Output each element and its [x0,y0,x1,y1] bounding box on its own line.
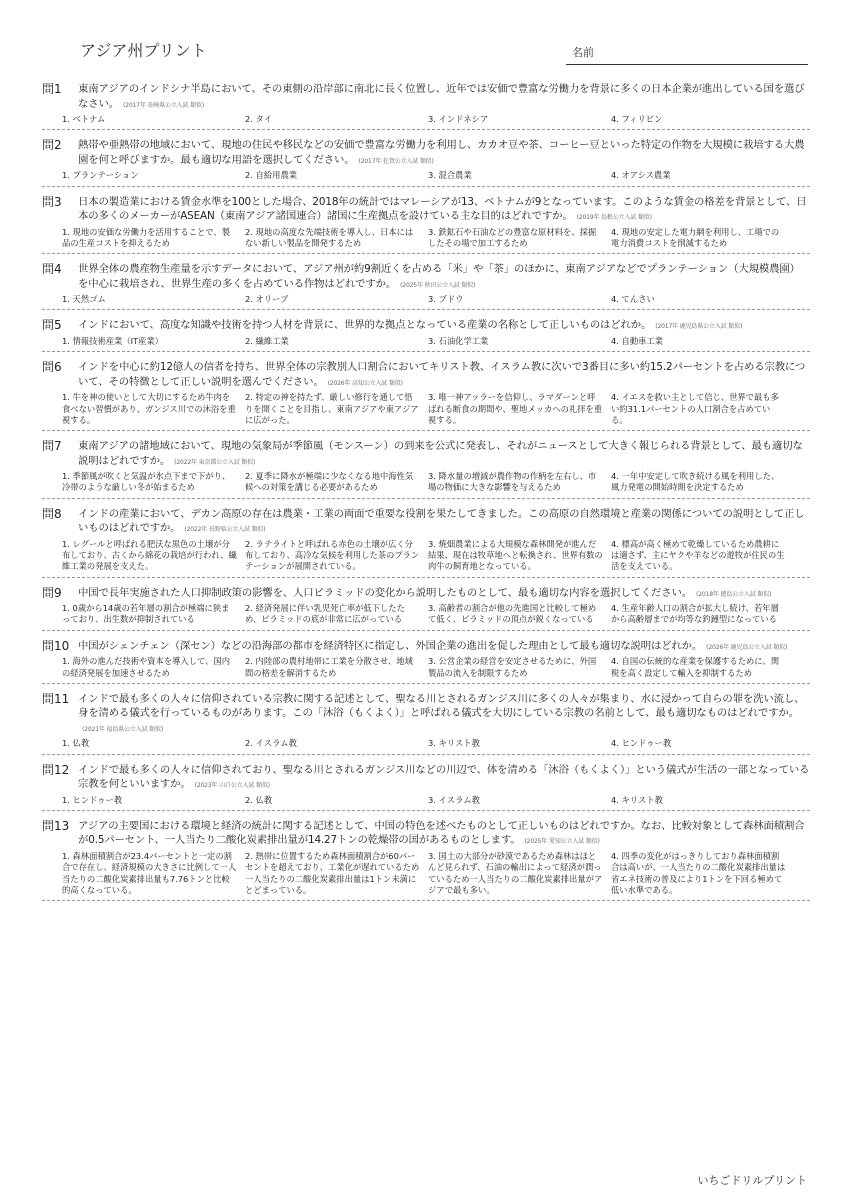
question-number: 問10 [42,638,70,653]
choice-list [62,539,810,573]
question-text: 東南アジアのインドシナ半島において、その東側の沿岸部に南北に長く位置し、近年では安価で豊富な労働力を背景に多くの日本企業が進出している国を選びなさい。 (2017年 長崎県公立入試 類似) [78,83,805,110]
choice-3[interactable]: 3. 降水量の増減が農作物の作柄を左右し、市場の物価に大きな影響を与えるため [428,471,597,493]
question-number: 問8 [42,506,62,521]
question-2 [42,138,810,186]
question-source: (2025年 秋田公立入試 類似) [400,281,476,289]
question-text: 東南アジアの諸地域において、現地の気象局が季節風（モンスーン）の到来を公式に発表し、それがニュースとして大きく報じられる背景として、最も適切な説明はどれですか。 (2022年 東京都公立入試 類似) [78,440,803,467]
question-3 [42,195,810,255]
choice-3[interactable]: 3. 石油化学工業 [428,335,489,346]
choice-2[interactable]: 2. 内陸部の農村地帯に工業を分散させ、地域間の格差を解消するため [245,656,413,678]
question-11 [42,692,810,755]
question-text: インドの産業において、デカン高原の存在は農業・工業の両面で重要な役割を果たしてきました。この高原の自然環境と産業の関係についての説明として正しいものはどれですか。 (2022年 長野県公立入試 類似) [78,507,805,535]
name-label: 名前 [572,46,594,59]
choice-list [62,851,810,896]
question-list [42,82,810,909]
question-number: 問5 [42,318,62,333]
question-12 [42,763,810,811]
choice-list [62,294,810,305]
question-13 [42,819,810,901]
question-number: 問4 [42,262,62,277]
choice-1[interactable]: 1. 天然ゴム [62,294,106,305]
choice-list [62,738,810,749]
question-source: (2025年 愛知公立入試 類似) [524,838,600,846]
choice-4[interactable]: 4. てんさい [611,294,655,305]
choice-1[interactable]: 1. 仏教 [62,738,90,749]
question-number: 問11 [42,691,70,706]
choice-4[interactable]: 4. フィリピン [611,114,663,124]
question-number: 問1 [42,82,62,96]
choice-1[interactable]: 1. 森林面積割合が23.4パーセントと一定の割合で存在し、経済規模の大きさに比例して一人当たりの二酸化炭素排出量も7.76トンと比較的高くなっている。 [62,850,237,895]
question-source: (2026年 高知公立入試 類似) [327,379,403,387]
choice-list [62,336,810,347]
choice-list [62,795,810,806]
question-text: インドで最も多くの人々に信仰されている宗教に関する記述として、聖なる川とされるガンジス川に多くの人々が集まり、水に浸かって自らの罪を洗い流し、身を清める儀式を行っているものがあります。この「沐浴（もくよく）」と呼ばれる儀式を大切にしている宗教の名前として、最も適切なものはどれですか。(2021年 福島県公立入試 類似) [78,692,805,733]
question-text: 日本の製造業における賃金水準を100とした場合、2018年の統計ではマレーシアが13、ベトナムが9となっています。このような賃金の格差を背景として、日本の多くのメーカーがASEAN（東南アジア諸国連合）諸国に生産拠点を設けている主な目的はどれですか。 (2019年 島根公立入試 類似) [78,195,807,223]
choice-3[interactable]: 3. 高齢者の割合が他の先進国と比較して極めて低く、ピラミッドの頂点が鋭くなっている [428,603,597,625]
choice-1[interactable]: 1. ヒンドゥー教 [62,794,123,805]
question-number: 問6 [42,360,62,375]
choice-3[interactable]: 3. 公営企業の経営を安定させるために、外国製品の流入を制限するため [428,656,597,678]
question-source: (2026年 鹿児島公立入試 類似) [706,643,788,651]
question-8 [42,507,810,578]
question-source: (2022年 東京都公立入試 類似) [174,458,256,466]
question-text: 世界全体の農産物生産量を示すデータにおいて、アジア州が約9割近くを占める「米」や「茶」のほかに、東南アジアなどでプランテーション（大規模農園）を中心に栽培され、世界生産の多くを占めている作物はどれですか。 (2025年 秋田公立入試 類似) [78,263,800,290]
choice-1[interactable]: 1. 牛を神の使いとして大切にするため牛肉を食べない習慣があり、ガンジス川での沐浴を重視する。 [62,392,236,425]
name-field[interactable] [566,42,808,65]
choice-4[interactable]: 4. 生産年齢人口の割合が拡大し続け、若年層から高齢層までが均等な釣鐘型になっている [611,603,779,625]
question-text: インドで最も多くの人々に信仰されており、聖なる川とされるガンジス川などの川辺で、体を清める「沐浴（もくよく）」という儀式が生活の一部となっている宗教を何といいますか。 (2023年 山口公立入試 類似) [78,763,810,791]
choice-4[interactable]: 4. 四季の変化がはっきりしており森林面積割合は高いが、一人当たりの二酸化炭素排出量は省エネ技術の普及により1トンを下回る極めて低い水準である。 [611,850,786,895]
question-text: 熱帯や亜熱帯の地域において、現地の住民や移民などの安価で豊富な労働力を利用し、カカオ豆や茶、コーヒー豆といった特定の作物を大規模に栽培する大農園を何と呼びますか。最も適切な用語を選択してください。 (2017年 佐賀公立入試 類似) [78,139,805,166]
question-number: 問9 [42,585,62,600]
question-number: 問3 [42,194,62,209]
question-number: 問12 [42,762,70,777]
question-4 [42,262,810,310]
choice-2[interactable]: 2. タイ [245,114,272,124]
question-text: 中国がシェンチェン（深セン）などの沿海部の都市を経済特区に指定し、外国企業の進出を促した理由として最も適切な説明はどれか。 (2026年 鹿児島公立入試 類似) [78,639,788,652]
question-number: 問2 [42,138,62,153]
choice-2[interactable]: 2. 仏教 [245,794,273,805]
question-6 [42,360,810,431]
choice-3[interactable]: 3. イスラム教 [428,794,480,805]
question-number: 問7 [42,439,62,454]
choice-4[interactable]: 4. 自国の伝統的な産業を保護するために、関税を高く設定して輸入を抑制するため [611,656,780,678]
choice-2[interactable]: 2. 繊維工業 [245,335,289,346]
choice-list [62,114,810,125]
choice-3[interactable]: 3. キリスト教 [428,738,480,749]
choice-list [62,603,810,626]
choice-4[interactable]: 4. キリスト教 [611,794,663,805]
choice-2[interactable]: 2. 特定の神を持たず、厳しい修行を通して悟りを開くことを目指し、東南アジアや東アジアに広がった。 [245,392,419,425]
choice-2[interactable]: 2. 自給用農業 [245,170,298,181]
question-9 [42,586,810,631]
question-text: インドを中心に約12億人の信者を持ち、世界全体の宗教別人口割合においてキリスト教、イスラム教に次いで3番目に多い約15.2パーセントを占める宗教について、その特徴として正しい説明を選んでください。 (2026年 高知公立入試 類似) [78,361,806,388]
page-title: アジア州プリント [80,41,207,60]
question-text: アジアの主要国における環境と経済の統計に関する記述として、中国の特色を述べたものとして正しいものはどれですか。なお、比較対象として森林面積割合が0.5パーセント、一人当たり二酸化炭素排出量が14.27トンの乾燥帯の国があるものとします。 (2025年 愛知公立入試 類似) [78,819,805,847]
choice-2[interactable]: 2. オリーブ [245,294,289,305]
choice-2[interactable]: 2. 熱帯に位置するため森林面積割合が60パーセントを超えており、工業化が遅れているため一人当たりの二酸化炭素排出量は1トン未満にとどまっている。 [245,850,420,895]
choice-1[interactable]: 1. 季節風が吹くと気温が氷点下まで下がり、冷帯のような厳しい冬が始まるため [62,471,231,493]
choice-4[interactable]: 4. 標高が高く極めて乾燥しているため農耕には適さず、主にヤクや羊などの遊牧が住民の生活を支えている。 [611,538,785,572]
choice-4[interactable]: 4. イエスを救い主として信じ、世界で最も多い約31.1パーセントの人口割合を占めている。 [611,392,779,425]
question-text: 中国で長年実施された人口抑制政策の影響を、人口ピラミッドの変化から説明したものとして、最も適切な内容を選択してください。 (2018年 徳島公立入試 類似) [78,586,772,599]
question-source: (2018年 徳島公立入試 類似) [696,590,772,598]
footer-brand: いちごドリルプリント [697,1174,807,1187]
choice-list [62,656,810,679]
choice-1[interactable]: 1. レグールと呼ばれる肥沃な黒色の土壌が分布しており、古くから綿花の栽培が行われ、繊維工業の発展を支えた。 [62,538,237,572]
choice-3[interactable]: 3. 混合農業 [428,170,472,181]
choice-list [62,170,810,181]
choice-4[interactable]: 4. 現地の安定した電力網を利用し、工場での電力消費コストを削減するため [611,226,780,248]
choice-3[interactable]: 3. 唯一神アッラーを信仰し、ラマダーンと呼ばれる断食の期間や、聖地メッカへの礼拝を重視する。 [428,392,603,425]
choice-list [62,227,810,250]
choice-4[interactable]: 4. 自動車工業 [611,335,664,346]
choice-3[interactable]: 3. インドネシア [428,114,489,124]
question-1 [42,82,810,130]
choice-4[interactable]: 4. 一年中安定して吹き続ける風を利用した、風力発電の開始時期を決定するため [611,471,780,493]
choice-2[interactable]: 2. 夏季に降水が極端に少なくなる地中海性気候への対策を講じる必要があるため [245,471,414,493]
choice-3[interactable]: 3. ブドウ [428,294,464,305]
question-7 [42,439,810,499]
choice-1[interactable]: 1. 0歳から14歳の若年層の割合が極端に狭まっており、出生数が抑制されている [62,603,230,625]
choice-list [62,392,810,426]
choice-2[interactable]: 2. 経済発展に伴い乳児死亡率が低下したため、ピラミッドの底が非常に広がっている [245,603,405,625]
choice-1[interactable]: 1. プランテーション [62,170,139,181]
question-source: (2017年 鹿児島県公立入試 類似) [655,323,743,331]
question-text: インドにおいて、高度な知識や技術を持つ人材を背景に、世界的な拠点となっている産業の名称として正しいものはどれか。 (2017年 鹿児島県公立入試 類似) [78,319,743,332]
choice-1[interactable]: 1. ベトナム [62,114,106,124]
choice-2[interactable]: 2. 現地の高度な先端技術を導入し、日本にはない新しい製品を開発するため [245,226,414,248]
question-source: (2017年 長崎県公立入試 類似) [122,101,205,109]
choice-3[interactable]: 3. 鉄鉱石や石油などの豊富な原材料を、採掘したその場で加工するため [428,226,597,248]
question-source: (2021年 福島県公立入試 類似) [82,725,164,733]
choice-2[interactable]: 2. ラテライトと呼ばれる赤色の土壌が広く分布しており、高冷な気候を利用した茶のプランテーションが展開されている。 [245,538,420,572]
choice-1[interactable]: 1. 海外の進んだ技術や資本を導入して、国内の経済発展を加速させるため [62,656,231,678]
choice-list [62,471,810,494]
choice-3[interactable]: 3. 焼畑農業による大規模な森林開発が進んだ結果、現在は牧草地へと転換され、世界有数の肉牛の飼育地となっている。 [428,538,603,572]
question-10 [42,639,810,684]
question-source: (2022年 長野県公立入試 類似) [184,526,266,534]
choice-1[interactable]: 1. 現地の安価な労働力を活用することで、製品の生産コストを抑えるため [62,226,231,248]
choice-2[interactable]: 2. イスラム教 [245,738,297,749]
choice-3[interactable]: 3. 国土の大部分が砂漠であるため森林はほとんど見られず、石油の輸出によって経済が潤っているため一人当たりの二酸化炭素排出量がアジアで最も多い。 [428,850,603,895]
question-source: (2019年 島根公立入試 類似) [576,214,652,222]
choice-1[interactable]: 1. 情報技術産業（IT産業） [62,335,164,346]
choice-4[interactable]: 4. ヒンドゥー教 [611,738,672,749]
question-source: (2023年 山口公立入試 類似) [194,782,270,790]
choice-4[interactable]: 4. オアシス農業 [611,170,671,181]
question-source: (2017年 佐賀公立入試 類似) [358,157,434,165]
question-number: 問13 [42,818,70,833]
question-5 [42,318,810,352]
